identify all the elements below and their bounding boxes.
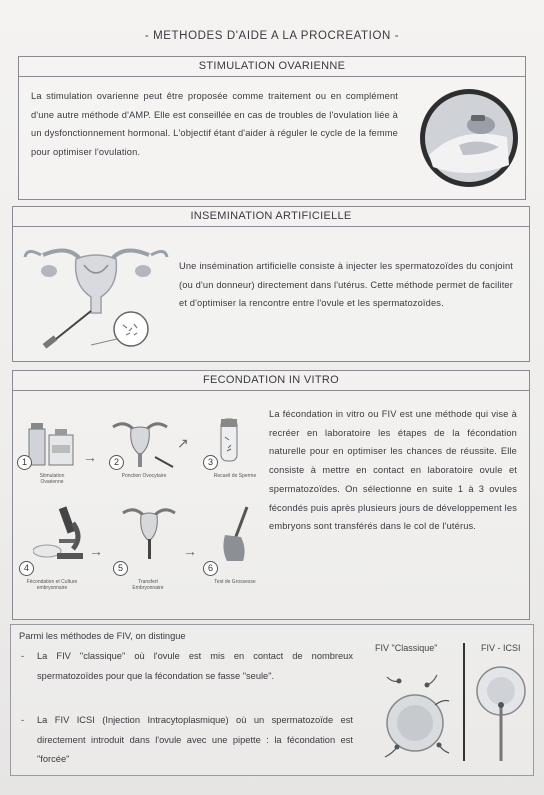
uterus-illustration (21, 233, 171, 355)
step-label: Stimulation Ovarienne (39, 473, 65, 485)
fiv-classic-label: FIV "Classique" (375, 643, 438, 653)
step-label: Fécondation et Culture embryonnaire (26, 579, 78, 591)
arrow-right-icon: → (183, 543, 197, 559)
arrow-right-icon: → (83, 449, 97, 465)
step-label: Ponction Ovocytaire (121, 473, 167, 479)
arrow-right-icon: → (89, 543, 103, 559)
step-label: Recueil de Sperme (213, 473, 257, 479)
section-heading: STIMULATION OVARIENNE (19, 57, 525, 77)
list-item: - La FIV ICSI (Injection Intracytoplasmique) où un spermatozoïde est directement introduit dans l'ovule avec une pipette : la fécondation est "forcée" (21, 715, 353, 764)
step-number: 6 (203, 561, 218, 576)
section-stimulation (18, 56, 526, 200)
step-label: Test de Grossesse (214, 579, 256, 585)
step-label: Transfert Embryonnaire (132, 579, 164, 591)
list-item-text: La FIV ICSI (Injection Intracytoplasmique) où un spermatozoïde est directement introduit dans l'ovule avec une pipette : la fécondation est "forcée" (37, 715, 353, 764)
step-number: 4 (19, 561, 34, 576)
page-title: - METHODES D'AIDE A LA PROCREATION - (144, 30, 400, 42)
microscope-icon (33, 503, 85, 563)
divider (463, 643, 465, 761)
section-fiv (12, 370, 530, 620)
list-item: - La FIV "classique" où l'ovule est mis en contact de nombreux spermatozoïdes pour que la fécondation se fasse "seule". (21, 651, 353, 681)
step-number: 1 (17, 455, 32, 470)
arrow-right-icon: ↗ (177, 435, 189, 451)
step-number: 5 (113, 561, 128, 576)
section-text: Une insémination artificielle consiste à injecter les spermatozoïdes du conjoint (ou d'un donneur) directement dans l'utérus. Cette méthode permet de faciliter et d'optimiser la rencontre entre l'ovule et les spermatozoïdes. (179, 261, 513, 309)
methods-intro: Parmi les méthodes de FIV, on distingue (19, 631, 186, 641)
section-insemination (12, 206, 530, 362)
section-fiv-methods (10, 624, 534, 776)
medicine-bottles-icon (25, 421, 77, 469)
section-text: La stimulation ovarienne peut être proposée comme traitement ou en complément d'une autre méthode d'AMP. Elle est conseillée en cas de troubles de l'ovulation liée à un dysfonctionnement hormonal. L'objectif étant d'aider à réguler le cycle de la femme pour optimiser l'ovulation. (31, 91, 398, 158)
section-heading: FECONDATION IN VITRO (13, 371, 529, 391)
section-text: La fécondation in vitro ou FIV est une méthode qui vise à recréer en laboratoire les étapes de la fécondation naturelle pour en optimiser les chances de réussite. Elle consiste à mettre en contact en laboratoire ovule et spermatozoïdes. On sélectionne en suite 1 à 3 ovules fécondés puis après plusieurs jours de développement les embryons sont transférés dans le col de l'utérus. (269, 409, 517, 532)
pregnancy-test-icon (213, 505, 259, 567)
ultrasound-illustration (419, 85, 519, 191)
embryo-transfer-icon (117, 501, 181, 561)
list-item-text: La FIV "classique" où l'ovule est mis en contact de nombreux spermatozoïdes pour que la fécondation se fasse "seule". (37, 651, 353, 681)
section-heading: INSEMINATION ARTIFICIELLE (13, 207, 529, 227)
step-number: 3 (203, 455, 218, 470)
step-number: 2 (109, 455, 124, 470)
fiv-icsi-label: FIV - ICSI (481, 643, 521, 653)
icsi-illustration (473, 661, 531, 761)
classic-fertilization-illustration (375, 665, 459, 765)
